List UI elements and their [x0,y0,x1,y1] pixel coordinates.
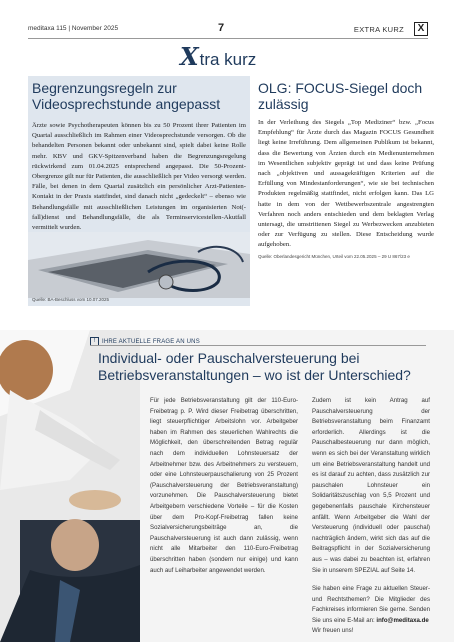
issue-info: meditaxa 115 | November 2025 [28,25,119,32]
page-number: 7 [218,22,225,34]
laptop-stethoscope-image [28,232,250,298]
qa-column-1-text: Für jede Betriebsveranstaltung gilt der 110-Euro-Freibetrag p. P. Wird dieser Freibetrag überschritten, liegt steuerpflichtiger Arbeitslohn vor. Arbeitgeber haben im Rahmen des steuerlichen Wahlrechts die Möglichkeit, den überschreitenden Betrag regulär nach dem individuellen Lohnsteuersatz der Arbeitnehmer bzw. des Arbeitnehmers zu versteuern, oder eine Lohnsteuerpauschalierung von 25 Prozent (Pauschalversteuerung der Betriebsveranstaltung) vorzunehmen. Die Pauschalversteuerung bietet Arbeitgebern verschiedene Vorteile – für die Kosten über dem Pro-Kopf-Freibetrag fallen keine Sozialversicherungsbeiträge an, die Pauschalversteuerung ist auch dann zulässig, wenn nicht alle Mitarbeiter den 110-Euro-Freibetrag überschritten haben (sondern nur einige) und kann auch auf Leiharbeiter angewendet werden. [150,397,298,574]
qa-contact-text: Sie haben eine Frage zu aktuellen Steuer- und Rechtsthemen? Die Mitglieder des Fachkreises informieren Sie gerne. Senden Sie uns eine E-Mail an: [312,585,430,624]
qa-label [90,333,200,343]
article-focus-siegel [258,76,434,260]
section-x-icon: X [414,22,428,36]
page-header [28,24,428,38]
exclamation-icon: ! [90,337,99,346]
article-title: Begrenzungsregeln zur Videosprechstunde angepasst [32,80,221,112]
header-divider [28,38,428,39]
article-source: Quelle: Oberlandesgericht München, Urteil vom 22.05.2025 – 29 U 867/23 e [258,253,410,259]
qa-column-2 [312,396,430,637]
article-title: OLG: FOCUS-Siegel doch zulässig [258,80,423,112]
qa-title: Individual- oder Pauschalversteuerung bei Betriebsveranstaltungen – wo ist der Unterschied? [98,350,411,383]
qa-label-text: IHRE AKTUELLE FRAGE AN UNS [102,338,200,345]
qa-column-2-text: Zudem ist kein Antrag auf Pauschalversteuerung der Betriebsveranstaltung beim Finanzamt erforderlich. Allerdings ist die Pauschalbesteuerung nur dann möglich, wenn es sich bei der Veranstaltung wirklich um eine Betriebsveranstaltung handelt und es ist darauf zu achten, dass zusätzlich zur pauschalen Lohnsteuer ein Solidaritätszuschlag von 5,5 Prozent und gegebenenfalls pauschale Kirchensteuer anfällt. Wenn Arbeitgeber die Wahl der Versteuerung (individuell oder pauschal) nachträglich ändern, wirkt sich das auf die Beitragspflicht in der Sozialversicherung aus – was dabei zu beachten ist, erfahren Sie in unserem SPEZIAL auf Seite 14. [312,397,430,574]
article-body: In der Verleihung des Siegels „Top Mediziner“ bzw. „Focus Empfehlung“ für Ärzte durch das Magazin FOCUS Gesundheit liegt keine Irreführung. Dem allgemeinen Publikum ist bekannt, dass die Bewertung von Ärzten durch ein Medienunternehmen im Wesentlichen subjektiv geprägt ist und dass keine Prüfung nach „objektiven und aussagekräftigen Kriterien auf die Erfüllung von Mindestanforderungen“, wie sie bei technischen Produkten regelmäßig stattfindet, nicht erfolgen kann. Das LG hatte in dem von der Wettbewerbszentrale angestrengten Verfahren noch anders entschieden und dem beklagten Verlag untersagt, die umstrittenen Siegel zu Werbezwecken anzubieten oder zur Verfügung zu stellen. Diese Entscheidung wurde aufgehoben. [258,119,434,249]
article-source: Quelle: BA-Beschluss vom 10.07.2025 [32,297,110,302]
qa-divider [90,345,426,346]
article-body: Ärzte sowie Psychotherapeuten können bis zu 50 Prozent ihrer Patienten im Quartal ausschließlich im Rahmen einer Videosprechstunde versorgen. Ob die behandelten Personen bekannt oder unbekannt sind, spielt dabei keine Rolle mehr. KBV und GKV-Spitzenverband haben die Begrenzungsregelung rückwirkend zum 01.04.2025 entsprechend angepasst. Die 50-Prozent-Obergrenze gilt nur für Patienten, die ausschließlich per Video versorgt werden. Fälle, bei denen in dem Quartal zusätzlich ein persönlicher Arzt-Patienten-Kontakt in der Praxis stattfindet, sind danach nicht „gedeckelt“ – ebenso wie Behandlungsfälle mit ausschließlichen Leistungen im organisierten Not(-fall)dienst und Behandlungsfälle, die als Terminservicestellen-Akutfall vermittelt wurden. [32,122,246,232]
laptop-stethoscope-photo [28,232,250,298]
qa-closing: Wir freuen uns! [312,627,354,635]
section-label: EXTRA KURZ [353,25,404,34]
qa-contact [312,584,430,637]
logo-x: X [180,42,199,71]
logo-text: tra kurz [199,50,257,69]
qa-column-1 [150,396,298,576]
contact-email-link[interactable]: info@meditaxa.de [376,616,429,624]
extra-kurz-logo [180,42,257,71]
